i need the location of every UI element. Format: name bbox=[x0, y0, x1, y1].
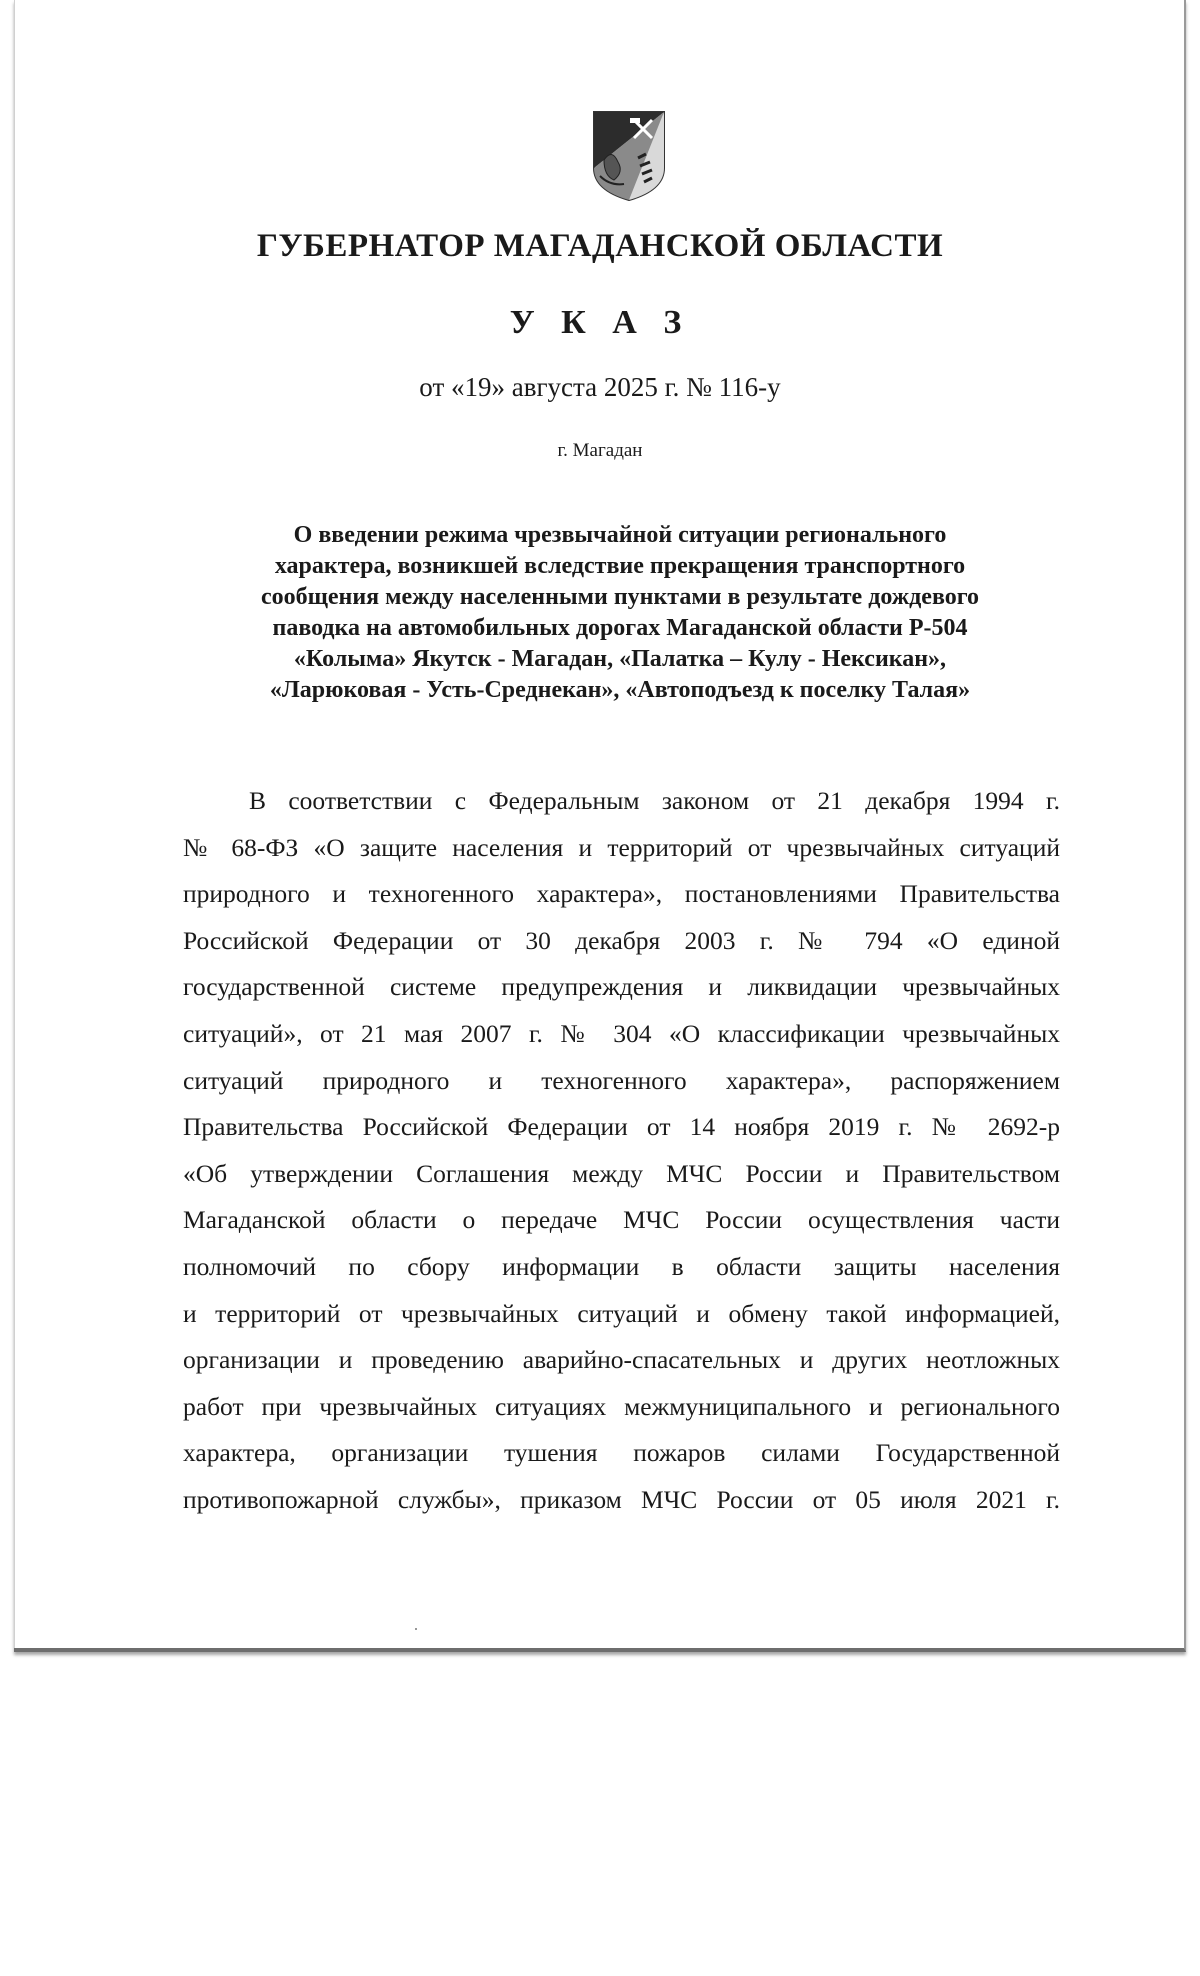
coat-of-arms-icon bbox=[590, 110, 668, 202]
body-line: и территорий от чрезвычайных ситуаций и обмену такой информацией, bbox=[183, 1298, 1060, 1328]
scan-speck bbox=[415, 1628, 417, 1630]
subject-line: сообщения между населенными пунктами в результате дождевого bbox=[260, 584, 980, 610]
body-line: Правительства Российской Федерации от 14 ноября 2019 г. № 2692-р bbox=[183, 1112, 1060, 1142]
subject-line: «Колыма» Якутск - Магадан, «Палатка – Кулу - Нексикан», bbox=[293, 646, 947, 672]
body-line: № 68-ФЗ «О защите населения и территорий от чрезвычайных ситуаций bbox=[183, 832, 1060, 862]
body-line: работ при чрезвычайных ситуациях межмуниципального и регионального bbox=[183, 1391, 1060, 1421]
subject-line: характера, возникшей вследствие прекращения транспортного bbox=[274, 553, 966, 579]
subject-line: О введении режима чрезвычайной ситуации регионального bbox=[293, 522, 947, 548]
body-line: организации и проведению аварийно-спасательных и других неотложных bbox=[183, 1345, 1060, 1375]
document-type: У К А З bbox=[509, 304, 691, 341]
document-body bbox=[183, 778, 1060, 1524]
issuing-authority: ГУБЕРНАТОР МАГАДАНСКОЙ ОБЛАСТИ bbox=[256, 228, 944, 264]
body-line: Магаданской области о передаче МЧС России осуществления части bbox=[183, 1205, 1060, 1235]
body-line: «Об утверждении Соглашения между МЧС России и Правительством bbox=[183, 1158, 1060, 1188]
body-line: государственной системе предупреждения и ликвидации чрезвычайных bbox=[183, 972, 1060, 1002]
body-line: характера, организации тушения пожаров силами Государственной bbox=[183, 1438, 1060, 1468]
document-date-number: от «19» августа 2025 г. № 116-у bbox=[419, 372, 781, 402]
body-line: ситуаций природного и техногенного характера», распоряжением bbox=[183, 1065, 1060, 1095]
body-line: Российской Федерации от 30 декабря 2003 г. № 794 «О единой bbox=[183, 925, 1060, 955]
body-line: противопожарной службы», приказом МЧС России от 05 июля 2021 г. bbox=[183, 1484, 1060, 1514]
document-city: г. Магадан bbox=[557, 440, 643, 461]
subject-line: паводка на автомобильных дорогах Магаданской области Р-504 bbox=[272, 615, 968, 641]
subject-line: «Ларюковая - Усть-Среднекан», «Автоподъезд к поселку Талая» bbox=[269, 677, 971, 703]
document-subject bbox=[190, 520, 1050, 706]
body-line: полномочий по сбору информации в области защиты населения bbox=[183, 1251, 1060, 1281]
body-line: природного и техногенного характера», постановлениями Правительства bbox=[183, 879, 1060, 909]
body-line: В соответствии с Федеральным законом от 21 декабря 1994 г. bbox=[249, 786, 1060, 815]
body-line: ситуаций», от 21 мая 2007 г. № 304 «О классификации чрезвычайных bbox=[183, 1018, 1060, 1048]
